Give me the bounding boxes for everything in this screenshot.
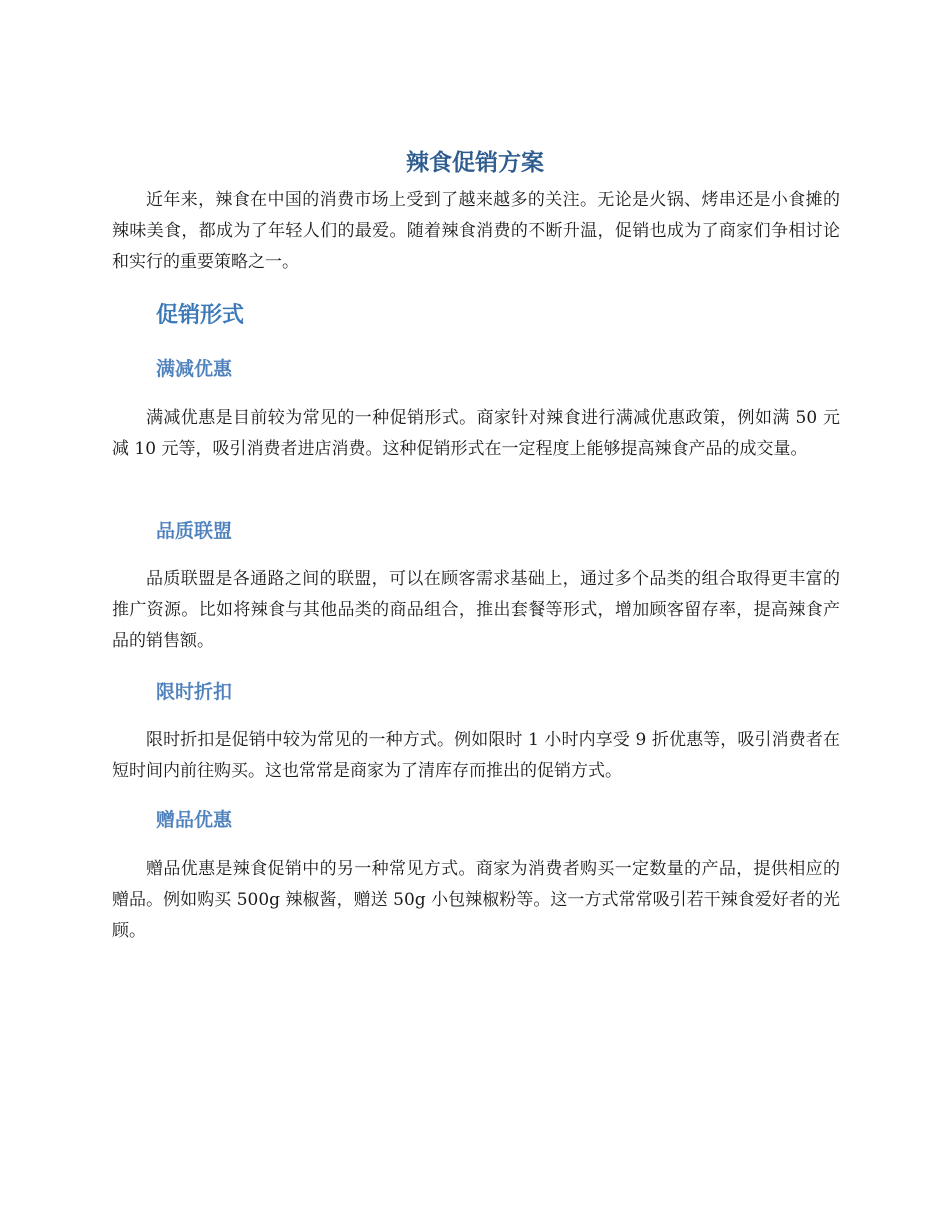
document-title: 辣食促销方案 bbox=[406, 150, 544, 176]
subsection-body-1: 满减优惠是目前较为常见的一种促销形式。商家针对辣食进行满减优惠政策，例如满 50 元减 10 元等，吸引消费者进店消费。这种促销形式在一定程度上能够提高辣食产品的成交量。 bbox=[112, 408, 840, 459]
subsection-body-3: 限时折扣是促销中较为常见的一种方式。例如限时 1 小时内享受 9 折优惠等，吸引消费者在短时间内前往购买。这也常常是商家为了清库存而推出的促销方式。 bbox=[112, 730, 840, 781]
subsection-heading-4: 赠品优惠 bbox=[156, 809, 233, 831]
subsection-heading-2: 品质联盟 bbox=[156, 520, 233, 542]
section-heading: 促销形式 bbox=[156, 303, 245, 328]
subsection-body-4: 赠品优惠是辣食促销中的另一种常见方式。商家为消费者购买一定数量的产品，提供相应的赠品。例如购买 500g 辣椒酱，赠送 50g 小包辣椒粉等。这一方式常常吸引若干辣食爱好者的光顾。 bbox=[112, 859, 840, 941]
subsection-body-2: 品质联盟是各通路之间的联盟，可以在顾客需求基础上，通过多个品类的组合取得更丰富的推广资源。比如将辣食与其他品类的商品组合，推出套餐等形式，增加顾客留存率，提高辣食产品的销售额。 bbox=[112, 569, 840, 651]
intro-paragraph: 近年来，辣食在中国的消费市场上受到了越来越多的关注。无论是火锅、烤串还是小食摊的辣味美食，都成为了年轻人们的最爱。随着辣食消费的不断升温，促销也成为了商家们争相讨论和实行的重要策略之一。 bbox=[112, 190, 840, 272]
subsection-heading-3: 限时折扣 bbox=[156, 681, 233, 703]
subsection-heading-1: 满减优惠 bbox=[156, 358, 233, 380]
